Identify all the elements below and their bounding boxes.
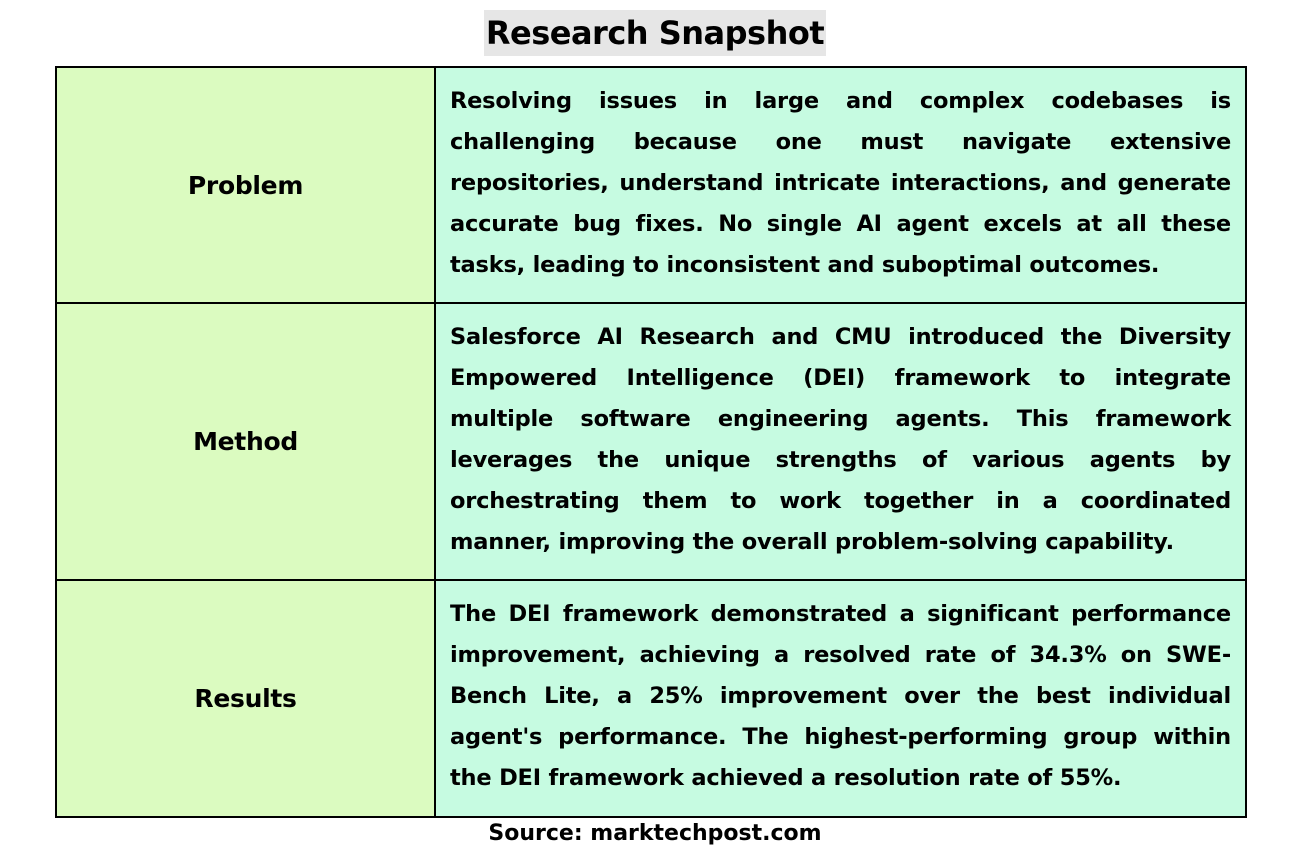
source-credit: Source: marktechpost.com [488, 821, 822, 846]
row-text-results: The DEI framework demonstrated a significant performance improvement, achieving a resolved rate of 34.3% on SWE-Bench Lite, a 25% improvement over the best individual agent's performance. The highest-performing group within the DEI framework achieved a resolution rate of 55%. [435, 580, 1246, 817]
snapshot-table [55, 66, 1247, 818]
table-row [56, 303, 1246, 580]
table-row [56, 580, 1246, 817]
row-label-method: Method [56, 303, 435, 580]
row-text-problem: Resolving issues in large and complex codebases is challenging because one must navigate extensive repositories, understand intricate interactions, and generate accurate bug fixes. No single AI agent excels at all these tasks, leading to inconsistent and suboptimal outcomes. [435, 67, 1246, 303]
title-container [0, 10, 1310, 56]
row-text-method: Salesforce AI Research and CMU introduced the Diversity Empowered Intelligence (DEI) framework to integrate multiple software engineering agents. This framework leverages the unique strengths of various agents by orchestrating them to work together in a coordinated manner, improving the overall problem-solving capability. [435, 303, 1246, 580]
page-title: Research Snapshot [484, 10, 826, 56]
table-row [56, 67, 1246, 303]
row-label-problem: Problem [56, 67, 435, 303]
row-label-results: Results [56, 580, 435, 817]
